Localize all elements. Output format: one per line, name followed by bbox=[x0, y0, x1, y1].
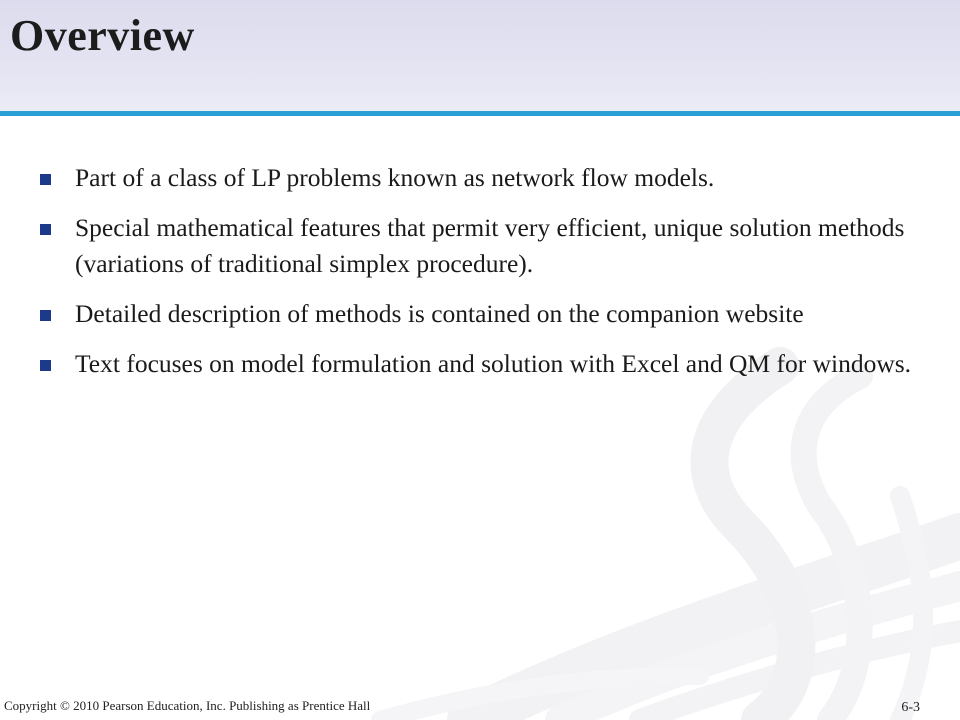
bullet-item bbox=[38, 296, 918, 332]
square-bullet-icon bbox=[40, 360, 51, 371]
bullet-item bbox=[38, 160, 918, 196]
copyright-footer: Copyright © 2010 Pearson Education, Inc. Publishing as Prentice Hall bbox=[4, 698, 371, 713]
bullet-text: Part of a class of LP problems known as network flow models. bbox=[75, 163, 715, 192]
slide-number: 6-3 bbox=[901, 700, 920, 715]
square-bullet-icon bbox=[40, 174, 51, 185]
bullet-text: Text focuses on model formulation and solution with Excel and QM for windows. bbox=[75, 349, 912, 378]
bullet-list bbox=[38, 160, 918, 396]
bullet-item bbox=[38, 210, 918, 282]
bullet-text: Detailed description of methods is contained on the companion website bbox=[75, 299, 804, 328]
bullet-item bbox=[38, 346, 918, 382]
slide-title: Overview bbox=[10, 11, 195, 60]
bullet-text: Special mathematical features that permit very efficient, unique solution methods (variations of traditional simplex procedure). bbox=[75, 213, 905, 278]
square-bullet-icon bbox=[40, 224, 51, 235]
square-bullet-icon bbox=[40, 310, 51, 321]
